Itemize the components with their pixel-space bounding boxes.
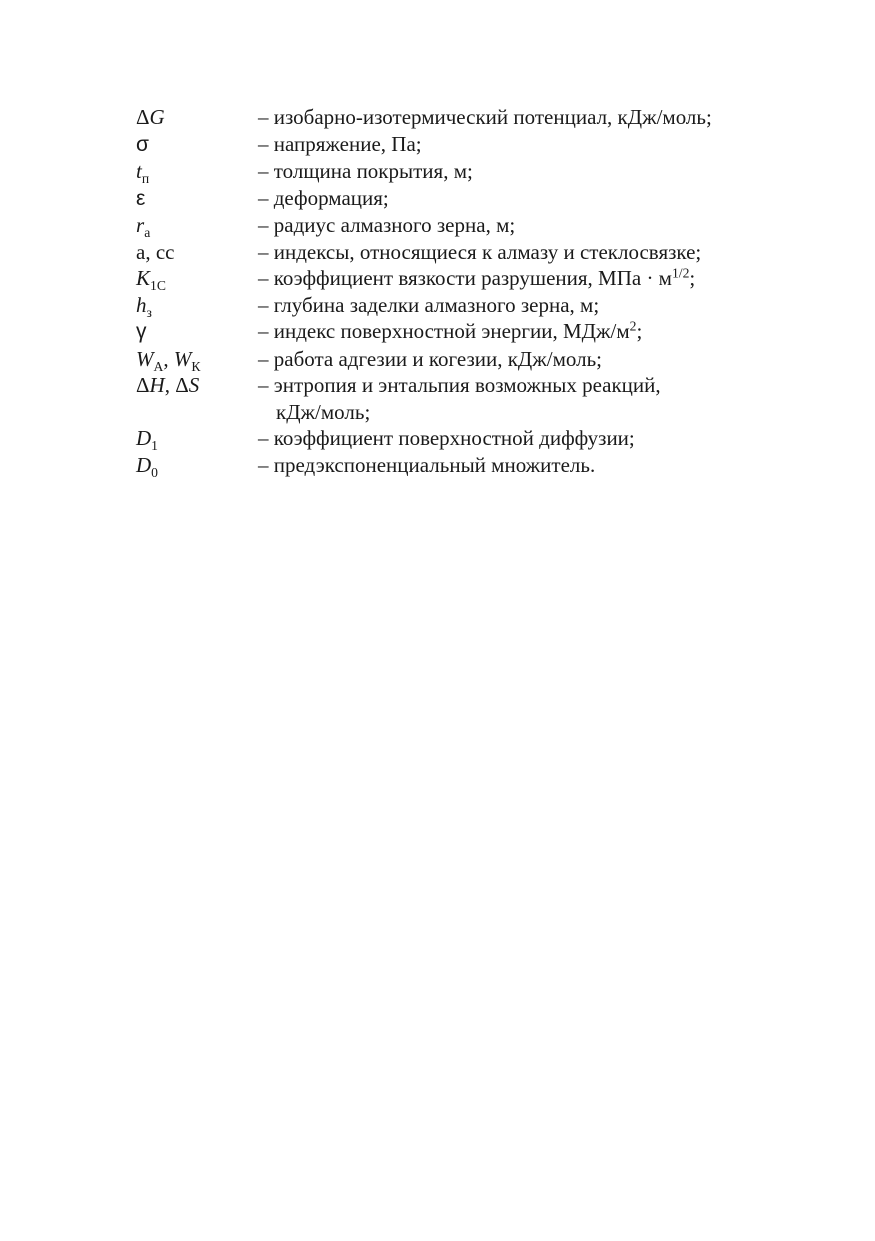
symbol-greek: ε <box>136 186 146 210</box>
symbol-variable: h <box>136 292 147 317</box>
glossary-entry <box>136 212 796 239</box>
entry-definition: – коэффициент поверхностной диффузии; <box>258 426 635 450</box>
entry-definition <box>258 318 796 345</box>
entry-symbol <box>136 346 258 373</box>
glossary-entry <box>136 131 796 159</box>
entry-symbol <box>136 158 258 185</box>
symbol-variable: r <box>136 213 145 237</box>
symbol-prefix: Δ <box>136 373 150 397</box>
entry-symbol <box>136 425 258 452</box>
symbol-subscript: п <box>141 171 150 187</box>
definition-punctuation: ; <box>636 319 643 343</box>
entry-symbol <box>136 185 258 213</box>
definition-text: – индекс поверхностной энергии, МДж/м <box>258 319 630 343</box>
symbol-subscript: а <box>144 225 151 241</box>
symbol-subscript: К <box>191 358 201 374</box>
entry-definition: – радиус алмазного зерна, м; <box>258 213 516 237</box>
entry-definition: – толщина покрытия, м; <box>258 159 473 183</box>
entry-symbol <box>136 372 258 399</box>
symbol-variable: W <box>136 346 154 371</box>
glossary-entry <box>136 104 796 131</box>
symbol-variable: G <box>149 105 165 129</box>
symbol-variable: D <box>136 426 152 450</box>
entry-definition <box>258 265 796 292</box>
symbol-variable: W <box>173 346 192 371</box>
definition-text: – коэффициент вязкости разрушения, МПа · м <box>258 266 672 290</box>
symbol-subscript: 1 <box>151 438 158 454</box>
definition-text: – энтропия и энтальпия возможных реакций, <box>258 373 661 397</box>
glossary-entry <box>136 239 796 266</box>
symbol-prefix: Δ <box>175 373 189 397</box>
entry-definition: – предэкспоненциальный множитель. <box>258 452 596 477</box>
entry-symbol <box>136 212 258 239</box>
symbol-glossary <box>136 104 796 478</box>
entry-symbol <box>136 318 258 346</box>
symbol-variable: D <box>136 452 152 477</box>
symbol-greek: γ <box>136 320 147 343</box>
definition-superscript: 2 <box>629 318 637 334</box>
entry-definition: – напряжение, Па; <box>258 131 422 156</box>
symbol-separator: , <box>163 346 174 371</box>
entry-symbol <box>136 292 258 319</box>
entry-definition <box>258 372 796 425</box>
glossary-entry <box>136 372 796 425</box>
definition-superscript: 1/2 <box>671 265 690 281</box>
entry-symbol <box>136 104 258 131</box>
entry-definition: – деформация; <box>258 185 389 210</box>
symbol-subscript: А <box>153 358 164 374</box>
glossary-entry <box>136 318 796 346</box>
entry-definition: – индексы, относящиеся к алмазу и стеклосвязке; <box>258 239 702 264</box>
glossary-entry <box>136 425 796 452</box>
entry-symbol <box>136 452 258 479</box>
glossary-entry <box>136 265 796 292</box>
symbol-variable: H <box>149 373 165 397</box>
entry-symbol: а, сс <box>136 239 175 264</box>
glossary-entry <box>136 185 796 213</box>
symbol-subscript: з <box>146 304 152 320</box>
glossary-entry <box>136 452 796 479</box>
symbol-separator: , <box>164 373 176 397</box>
definition-punctuation: ; <box>689 266 696 290</box>
entry-definition: – работа адгезии и когезии, кДж/моль; <box>258 346 603 371</box>
glossary-entry <box>136 292 796 319</box>
entry-symbol <box>136 265 258 292</box>
entry-definition: – глубина заделки алмазного зерна, м; <box>258 292 600 317</box>
symbol-variable: S <box>188 373 200 397</box>
entry-symbol <box>136 131 258 159</box>
symbol-subscript: 1С <box>150 278 166 294</box>
symbol-subscript: 0 <box>151 464 158 480</box>
definition-continuation: кДж/моль; <box>276 399 371 424</box>
symbol-greek: σ <box>136 132 149 156</box>
symbol-variable: K <box>136 266 151 290</box>
entry-definition: – изобарно-изотермический потенциал, кДж/моль; <box>258 105 712 129</box>
glossary-entry <box>136 346 796 373</box>
glossary-entry <box>136 158 796 185</box>
symbol-variable: t <box>136 159 142 183</box>
symbol-prefix: Δ <box>136 105 150 129</box>
